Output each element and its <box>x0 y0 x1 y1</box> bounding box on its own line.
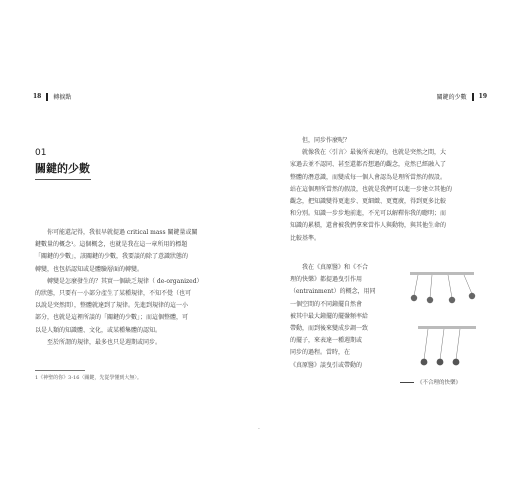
pendulum-illustration <box>408 268 488 380</box>
text-line: 一個空間的不同鐘擺自然會 <box>290 300 363 308</box>
gutter-mark: · <box>258 426 260 433</box>
text-line: 被其中最大鐘擺的擺盪頻率給 <box>290 312 369 320</box>
right-page <box>260 0 520 500</box>
chapter-title: 關鍵的少數 <box>35 162 90 175</box>
text-line: 同步的過程。當時，在 <box>290 349 351 357</box>
left-running-title: 轉捩點 <box>53 94 72 101</box>
figure-caption <box>400 378 461 386</box>
pendulum-set-top <box>410 272 475 303</box>
right-body-text <box>290 135 452 245</box>
left-body-text <box>35 227 203 349</box>
text-line: 的狀態，只要有一小部分產生了某種規律，不知不覺（也可 <box>35 290 192 298</box>
right-running-title: 關鍵的少數 <box>436 94 467 101</box>
text-line: 家過去並不認同、甚至還都否想過的觀念，竟然已經融入了 <box>290 161 447 169</box>
footnote: 1《神聖的你》3-16〈關鍵，先從學懂到大無〉。 <box>35 375 142 381</box>
text-line: 我在《真原醫》和《不合 <box>290 264 369 271</box>
text-line: 理的快樂》都提過曳引作用 <box>290 276 363 284</box>
text-line: 知識的累積，還會被我們拿來當作人與動物，與其他生命的 <box>290 222 447 230</box>
text-line: 站在這個理所當然的假設，也就是我們可以進一步建立其他的 <box>290 185 453 193</box>
left-running-head <box>33 92 71 101</box>
text-line: 轉變是怎麼發生的？其實一個缺乏規律（ de-organized） <box>35 277 203 285</box>
text-line: 鍵數量的概念¹。這個概念，也就是我在這一章所用的標題 <box>35 241 188 249</box>
chapter-number: 01 <box>35 148 47 158</box>
text-line: 《真原醫》談曳引或帶動的 <box>290 361 363 369</box>
text-line: 轉變，也包括認知或是體驗層面的轉變。 <box>35 265 144 273</box>
figure-caption-text: 《不合理的快樂》 <box>417 380 462 386</box>
text-line: 以是人類的知識體、文化，或某種集體的認知。 <box>35 326 162 334</box>
text-line: 但，同步作麼呢？ <box>290 137 351 144</box>
header-divider <box>46 93 48 101</box>
text-line: 就像我在〈引言〉最後所表達的，也就是突然之間，大 <box>290 149 447 157</box>
header-divider <box>472 93 474 101</box>
left-page-number: 18 <box>33 93 42 100</box>
pendulum-set-bottom <box>418 326 476 365</box>
right-running-head <box>437 92 487 101</box>
text-line: 整體的潛意識，而變成每一個人會認為是理所當然的假設。 <box>290 173 447 181</box>
text-line: 帶動，而到後來變成步調一致 <box>290 325 369 333</box>
text-line: （entrainment）的概念，用同 <box>290 288 376 296</box>
footnote-rule <box>35 370 85 371</box>
text-line: 至於所謂的規律，最多也只是週期或同步。 <box>35 338 162 346</box>
text-line: 你可能還記得，我很早就提過 critical mass 關鍵量或關 <box>35 229 198 236</box>
right-body-text-wrapped <box>290 262 376 372</box>
text-line: 觀念，把知識變得更進步、更細緻、更寬廣，得到更多比較 <box>290 198 447 206</box>
text-line: 比較基準。 <box>290 234 321 242</box>
text-line: 以說是突然間），整體就達到了規律。先進到規律的這一小 <box>35 302 189 310</box>
caption-dash <box>400 382 414 383</box>
text-line: 的擺子，來表達一種週期或 <box>290 337 363 345</box>
text-line: 和分別。知識一步步地前進，不光可以解釋你我的聰明；而 <box>290 210 447 218</box>
text-line: 部分，也就是這裡所談的「關鍵的少數」；而這個整體，可 <box>35 314 189 322</box>
right-page-number: 19 <box>478 93 487 100</box>
chapter-title-rule <box>35 179 91 180</box>
text-line: 「關鍵的少數」，該關鍵的少數，我要談的除了意識狀態的 <box>35 253 189 261</box>
